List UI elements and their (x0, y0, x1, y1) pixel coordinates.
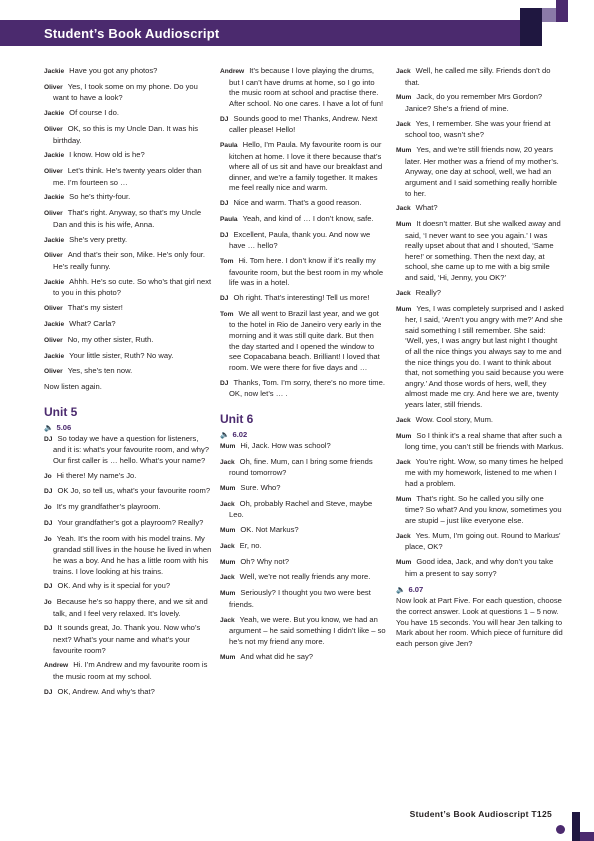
dialogue-line (44, 351, 212, 363)
dialogue-line (396, 431, 564, 453)
line-text: OK. And why is it special for you? (57, 581, 171, 591)
dialogue-line (220, 198, 386, 210)
line-text: Er, no. (239, 540, 262, 550)
speaker-name: Jackie (44, 320, 65, 328)
footer-bar-dark (572, 812, 580, 841)
speaker-name: DJ (220, 200, 229, 208)
line-text: Of course I do. (69, 108, 119, 118)
speaker-name: Jack (396, 289, 411, 297)
column-3 (396, 66, 564, 653)
speaker-name: DJ (44, 625, 53, 633)
dialogue-line (220, 256, 386, 289)
line-text: It’s because I love playing the drums, but I can’t have drums at home, so I go into the music room at school and practise there. After school. No one cares. I have a lot of fun! (229, 66, 384, 108)
speaker-name: Jackie (44, 152, 65, 160)
speaker-icon: 🔈 (44, 422, 54, 432)
speaker-name: Jack (396, 458, 411, 466)
dialogue-line (44, 250, 212, 272)
line-text: Thanks, Tom. I’m sorry, there’s no more time. OK, now let’s … . (229, 377, 385, 399)
dialogue-line (220, 214, 386, 226)
speaker-name: Oliver (44, 83, 63, 91)
line-text: So I think it’s a real shame that after such a long time, you can’t still be friends with Markus. (405, 430, 564, 452)
dialogue-line (44, 486, 212, 498)
dialogue-line (396, 145, 564, 199)
instructions-text: Now look at Part Five. For each question, choose the correct answer. Look at questions 1 – 5 now. You have 15 seconds. You will hear Jen talking to Mark about her room. Which piece of furniture did each person give Jen? (396, 596, 563, 648)
speaker-name: Mum (220, 558, 236, 566)
speaker-name: Jo (44, 535, 52, 543)
line-text: Hi. Tom here. I don’t know if it’s really my favourite room, but the best room in my whole life was in a hotel. (229, 256, 384, 288)
line-text: Nice and warm. That’s a good reason. (233, 198, 362, 208)
line-text: She’s very pretty. (69, 234, 128, 244)
column-1 (44, 66, 212, 703)
line-text: Oh, fine. Mum, can I bring some friends round tomorrow? (229, 456, 373, 478)
line-text: Hi, Jack. How was school? (240, 440, 331, 450)
speaker-name: DJ (220, 295, 229, 302)
speaker-name: Jack (220, 458, 235, 466)
speaker-name: DJ (44, 488, 53, 496)
footer-bar-light (580, 832, 594, 841)
dialogue-block-4 (220, 441, 386, 663)
dialogue-line (396, 92, 564, 114)
track-6-02 (220, 430, 386, 439)
speaker-name: Mum (396, 495, 412, 503)
speaker-name: Oliver (44, 305, 63, 313)
track-number: 6.02 (232, 429, 248, 439)
line-text: OK, so this is my Uncle Dan. It was his birthday. (53, 123, 199, 145)
dialogue-line (220, 588, 386, 610)
dialogue-line (220, 230, 386, 252)
line-text: OK, Andrew. And why’s that? (57, 686, 155, 696)
line-text: OK Jo, so tell us, what’s your favourite room? (57, 486, 211, 496)
dialogue-line (44, 597, 212, 619)
speaker-name: Paula (220, 215, 238, 223)
track-number: 5.06 (56, 422, 72, 432)
line-text: Ahhh. He’s so cute. So who’s that girl next to you in this photo? (53, 276, 212, 298)
line-text: Hi. I’m Andrew and my favourite room is the music room at my school. (53, 660, 208, 682)
dialogue-line (44, 502, 212, 514)
dialogue-line (44, 108, 212, 120)
speaker-name: DJ (44, 688, 53, 696)
line-text: Oh, probably Rachel and Steve, maybe Leo. (229, 498, 373, 520)
dialogue-line (396, 531, 564, 553)
speaker-name: Oliver (44, 168, 63, 176)
speaker-name: Mum (396, 147, 412, 155)
dialogue-line (396, 203, 564, 215)
dialogue-line (220, 140, 386, 194)
line-text: That’s my sister! (67, 303, 123, 313)
line-text: Yes, I took some on my phone. Do you want to have a look? (53, 81, 198, 103)
speaker-name: Jack (220, 542, 235, 550)
line-text: Yeah, we were. But you know, we had an argument – he said something I didn’t like – so he’s not my friend any more. (229, 614, 386, 646)
dialogue-line (396, 557, 564, 579)
line-text: Yes, and we’re still friends now, 20 years later. Her mother was a friend of my mother’s. Anyway, one day at school, well, we had an argument and I said something really horrible to her. (405, 145, 559, 198)
speaker-name: Jack (396, 532, 411, 540)
dialogue-line (44, 303, 212, 315)
line-text: Because he’s so happy there, and we sit and talk, and I feel very relaxed. It’s lovely. (53, 597, 208, 618)
speaker-name: Jack (396, 416, 411, 424)
speaker-name: Jack (220, 574, 235, 582)
line-text: So he’s thirty-four. (69, 192, 131, 202)
speaker-name: Jack (396, 68, 411, 75)
speaker-name: Jack (220, 500, 235, 508)
dialogue-line (44, 335, 212, 347)
line-text: I know. How old is he? (69, 150, 145, 160)
dialogue-line (220, 441, 386, 453)
speaker-name: Jackie (44, 278, 65, 286)
dialogue-line (44, 277, 212, 299)
dialogue-line (220, 557, 386, 569)
line-text: Yes, she’s ten now. (67, 366, 133, 376)
speaker-name: Jackie (44, 194, 65, 202)
line-text: Sure. Who? (240, 482, 281, 492)
speaker-name: Jack (220, 616, 235, 624)
page-title: Student’s Book Audioscript (44, 26, 220, 41)
speaker-name: Mum (220, 653, 236, 661)
speaker-name: Mum (396, 94, 412, 102)
dialogue-block-2 (44, 434, 212, 699)
speaker-name: Jack (396, 120, 411, 128)
speaker-name: Paula (220, 141, 238, 149)
line-text: Well, we’re not really friends any more. (239, 572, 371, 582)
speaker-name: Mum (396, 221, 412, 229)
speaker-name: Oliver (44, 125, 63, 133)
speaker-name: DJ (220, 379, 229, 387)
speaker-name: Mum (396, 559, 412, 567)
speaker-name: Mum (220, 527, 236, 535)
speaker-name: Oliver (44, 336, 63, 344)
line-text: Well, he called me silly. Friends don’t do that. (405, 66, 551, 87)
speaker-name: DJ (44, 435, 53, 443)
line-text: It’s my grandfather’s playroom. (56, 502, 161, 512)
dialogue-line (220, 572, 386, 584)
dialogue-line (220, 457, 386, 479)
speaker-name: Mum (220, 442, 236, 450)
line-text: Seriously? I thought you two were best friends. (229, 588, 371, 609)
speaker-name: Tom (220, 310, 234, 318)
dialogue-line (44, 66, 212, 78)
line-text: Hello, I’m Paula. My favourite room is our kitchen at home. I love it there because that’s where all of us sit and have our breakfast and dinner, and we’re a family together. It makes me feel really nice and warm. (229, 139, 383, 193)
dialogue-line (220, 483, 386, 495)
dialogue-line (396, 415, 564, 427)
dialogue-line (44, 660, 212, 682)
speaker-name: Mum (396, 432, 412, 440)
line-text: You’re right. Wow, so many times he helped me with my homework, listened to me when I had a problem. (405, 456, 563, 489)
dialogue-line (44, 434, 212, 467)
dialogue-line (44, 192, 212, 204)
header-deco-light (542, 8, 556, 22)
line-text: Good idea, Jack, and why don’t you take him a present to say sorry? (405, 557, 554, 578)
dialogue-line (44, 166, 212, 188)
dialogue-line (220, 66, 386, 109)
speaker-name: Jackie (44, 236, 65, 244)
speaker-name: Jo (44, 472, 52, 480)
dialogue-line (220, 499, 386, 521)
dialogue-line (44, 208, 212, 230)
dialogue-block-3 (220, 66, 386, 400)
line-text: OK. Not Markus? (240, 525, 299, 535)
speaker-name: DJ (220, 231, 229, 239)
line-text: Jack, do you remember Mrs Gordon? Janice? She’s a friend of mine. (405, 92, 543, 113)
line-text: Wow. Cool story, Mum. (415, 414, 494, 424)
unit-5-heading: Unit 5 (44, 404, 78, 419)
line-text: So today we have a question for listeners, and it is: what’s your favourite room, and why? Our first caller is … hello. What’s your name? (53, 433, 210, 465)
dialogue-line (44, 235, 212, 247)
dialogue-line (396, 288, 564, 300)
speaker-name: DJ (44, 519, 53, 527)
dialogue-line (44, 82, 212, 104)
line-text: Yes. Mum, I’m going out. Round to Markus’ place, OK? (405, 530, 561, 552)
line-text: Have you got any photos? (69, 66, 158, 75)
speaker-name: Jackie (44, 110, 65, 118)
line-text: And that’s their son, Mike. He’s only four. He’s really funny. (53, 250, 206, 271)
footer-dot (556, 825, 565, 834)
line-text: Yes, I remember. She was your friend at school too, wasn’t she? (405, 118, 551, 140)
line-text: Excellent, Paula, thank you. And now we have … hello? (229, 229, 371, 251)
track-number: 6.07 (408, 585, 424, 595)
line-text: That’s right. Anyway, so that’s my Uncle Dan and this is his wife, Anna. (53, 208, 202, 229)
line-text: Oh right. That’s interesting! Tell us more! (233, 293, 370, 302)
speaker-name: Tom (220, 258, 234, 266)
track-5-06 (44, 423, 212, 432)
listen-again-text: Now listen again. (44, 382, 102, 392)
speaker-name: DJ (220, 115, 229, 123)
dialogue-line (44, 518, 212, 530)
dialogue-line (44, 471, 212, 483)
dialogue-line (220, 114, 386, 136)
dialogue-line (44, 150, 212, 162)
speaker-icon: 🔈 (220, 429, 230, 439)
line-text: It sounds great, Jo. Thank you. Now who’s next? What’s your name and what’s your favourite room? (53, 623, 201, 655)
dialogue-line (44, 319, 212, 331)
dialogue-line (396, 457, 564, 490)
line-text: Hi there! My name’s Jo. (56, 470, 137, 480)
dialogue-line (396, 304, 564, 411)
line-text: Yeah. It’s the room with his model trains. My grandad still lives in the house he lived in when he was a boy. And he has a little room with his trains. I love looking at his trains. (53, 533, 212, 576)
dialogue-line (220, 309, 386, 374)
speaker-name: Andrew (220, 68, 245, 75)
dialogue-line (44, 124, 212, 146)
dialogue-line (396, 66, 564, 88)
speaker-icon: 🔈 (396, 585, 406, 595)
speaker-name: Jack (396, 205, 411, 213)
line-text: That’s right. So he called you silly one time? So what? And you know, sometimes you are stupid – just like everyone else. (405, 493, 562, 526)
speaker-name: Andrew (44, 662, 69, 670)
line-text: Your grandfather’s got a playroom? Really? (57, 517, 204, 527)
dialogue-line (44, 534, 212, 577)
line-text: And what did he say? (240, 651, 314, 661)
footer-label: Student’s Book Audioscript T125 (409, 809, 552, 819)
line-text: Sounds good to me! Thanks, Andrew. Next caller please! Hello! (229, 113, 378, 135)
line-text: We all went to Brazil last year, and we got to the hotel in Rio de Janeiro very early in the morning and it was still quite dark. But then the day started and I opened the window to see Copacabana beach. Brilliant! I loved that room. We were there for five days and … (229, 308, 382, 372)
dialogue-line (44, 366, 212, 378)
speaker-name: Mum (220, 484, 236, 492)
line-text: Your little sister, Ruth? No way. (69, 350, 174, 360)
line-text: Yes, I was completely surprised and I asked her, I said, ‘Aren’t you angry with me?’ And she said something I still remember. She said: ‘Well, yes, I was angry but last night I thought of all the nice things you always say to me and the nice things you do. I want to think about that, not something you said because you were angry.’ And those words of hers, well, they almost made me cry. And here we are, twenty years later, still friends. (405, 303, 564, 409)
line-text: No, my other sister, Ruth. (67, 334, 154, 344)
track-6-07 (396, 585, 564, 594)
speaker-name: Jackie (44, 68, 65, 75)
dialogue-line (396, 219, 564, 284)
speaker-name: Oliver (44, 252, 63, 260)
speaker-name: Jackie (44, 352, 65, 360)
unit-6-heading: Unit 6 (220, 411, 254, 426)
line-text: It doesn’t matter. But she walked away and said, ‘I never want to see you again.’ I was really upset about that and I shouted, ‘Same here!’ or something. Then the next day, at school, she came up to me with a big smile and said, ‘Hi, Jenny, you OK?’ (405, 219, 561, 283)
dialogue-line (44, 687, 212, 699)
line-text: What? Carla? (69, 318, 116, 328)
speaker-name: Oliver (44, 368, 63, 376)
speaker-name: Mum (220, 590, 236, 598)
dialogue-line (396, 494, 564, 527)
line-text: Oh? Why not? (240, 556, 289, 566)
speaker-name: Mum (396, 305, 412, 313)
speaker-name: Jo (44, 504, 52, 512)
dialogue-line (44, 623, 212, 656)
dialogue-line (44, 581, 212, 593)
speaker-name: Jo (44, 599, 52, 607)
dialogue-line (396, 119, 564, 141)
dialogue-line (220, 615, 386, 648)
dialogue-line (220, 378, 386, 400)
dialogue-line (220, 525, 386, 537)
dialogue-line (220, 293, 386, 305)
header-deco-mid (556, 0, 568, 22)
dialogue-block-1 (44, 66, 212, 378)
line-text: What? (415, 203, 438, 213)
header-deco-dark (520, 8, 542, 46)
dialogue-line (220, 652, 386, 664)
line-text: Let’s think. He’s twenty years older than me. I’m fourteen so … (53, 166, 202, 187)
speaker-name: DJ (44, 583, 53, 591)
line-text: Really? (415, 287, 441, 297)
dialogue-line (220, 541, 386, 553)
dialogue-block-5 (396, 66, 564, 579)
speaker-name: Oliver (44, 210, 63, 218)
column-2 (220, 66, 386, 667)
line-text: Yeah, and kind of … I don’t know, safe. (242, 213, 374, 223)
